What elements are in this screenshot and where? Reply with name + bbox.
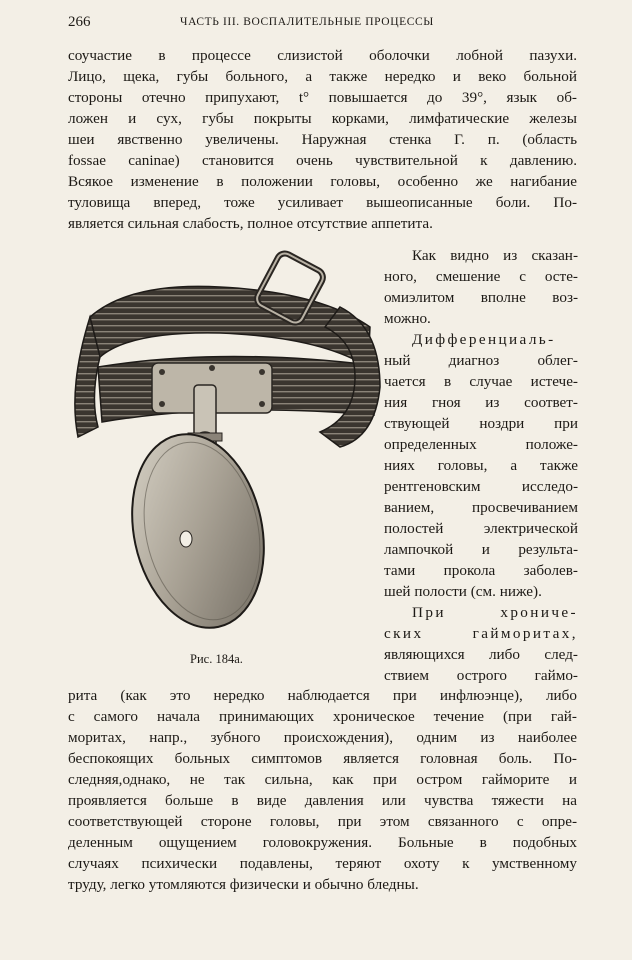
text-line: шеи явственно увеличены. Наружная стенка Г. п. (область <box>68 131 577 148</box>
text-line: труду, легко утомляются физически и обычно бледны. <box>68 876 419 893</box>
text-line: ствующей ноздри при <box>384 415 578 432</box>
text-line: ложен и сух, губы покрыты корками, лимфатические железы <box>68 110 577 127</box>
text-line: туловища вперед, тоже усиливает вышеописанные боли. По- <box>68 194 577 211</box>
text-line: ствием острого гаймо- <box>384 667 578 684</box>
text-line: проявляется больше в виде давления или чувства тяжести на <box>68 792 577 809</box>
page-number: 266 <box>68 14 91 30</box>
text-line: определенных положе- <box>384 436 578 453</box>
text-line: рита (как это нередко наблюдается при инфлюэнце), либо <box>68 687 577 704</box>
text-line: Всякое изменение в положении головы, особенно же нагибание <box>68 173 577 190</box>
text-line: чается в случае истече- <box>384 373 578 390</box>
figure-head-mirror <box>70 247 382 639</box>
text-line: ния гноя из соответ- <box>384 394 578 411</box>
text-line: случаях психически подавлены, теряют охоту к умственному <box>68 855 577 872</box>
text-line: с самого начала принимающих хроническое течение (при гай- <box>68 708 577 725</box>
text-line: При хрониче- <box>412 604 578 621</box>
text-line: можно. <box>384 310 431 327</box>
text-line: Как видно из сказан- <box>412 247 578 264</box>
text-line: лампочкой и результа- <box>384 541 578 558</box>
text-line: стороны отечно припухают, t° повышается до 39°, язык об- <box>68 89 577 106</box>
text-line: ный диагноз облег- <box>384 352 578 369</box>
text-line: шей полости (см. ниже). <box>384 583 542 600</box>
text-line: омиэлитом вполне воз- <box>384 289 578 306</box>
text-line: ских гайморитах, <box>384 625 578 642</box>
text-line: ного, смешение с осте- <box>384 268 578 285</box>
text-line: Дифференциаль- <box>412 331 556 348</box>
page-header <box>68 14 586 34</box>
text-line: являющихся либо след- <box>384 646 578 663</box>
text-line: беспокоящих больных симптомов является головная боль. По- <box>68 750 577 767</box>
text-line: ниях головы, а также <box>384 457 578 474</box>
text-line: ванием, просвечиванием <box>384 499 578 516</box>
head-mirror-illustration <box>70 247 382 639</box>
text-line: следняя,однако, не так сильна, как при остром гайморите и <box>68 771 577 788</box>
text-line: деленным ощущением головокружения. Больные в подобных <box>68 834 577 851</box>
text-line: моритах, напр., зубного происхождения), одним из наиболее <box>68 729 577 746</box>
text-line: рентгеновским исследо- <box>384 478 578 495</box>
text-line: соответствующей стороне головы, при этом связанного с опре- <box>68 813 577 830</box>
text-line: тами прокола заболев- <box>384 562 578 579</box>
text-line: Лицо, щека, губы больного, а также нередко и веко больной <box>68 68 577 85</box>
text-line: fossae caninae) становится очень чувствительной к давлению. <box>68 152 577 169</box>
text-line: полостей электрической <box>384 520 578 537</box>
figure-caption: Рис. 184а. <box>190 652 243 666</box>
text-line: соучастие в процессе слизистой оболочки лобной пазухи. <box>68 47 577 64</box>
text-line: является сильная слабость, полное отсутствие аппетита. <box>68 215 433 232</box>
running-title: ЧАСТЬ III. ВОСПАЛИТЕЛЬНЫЕ ПРОЦЕССЫ <box>180 16 434 28</box>
